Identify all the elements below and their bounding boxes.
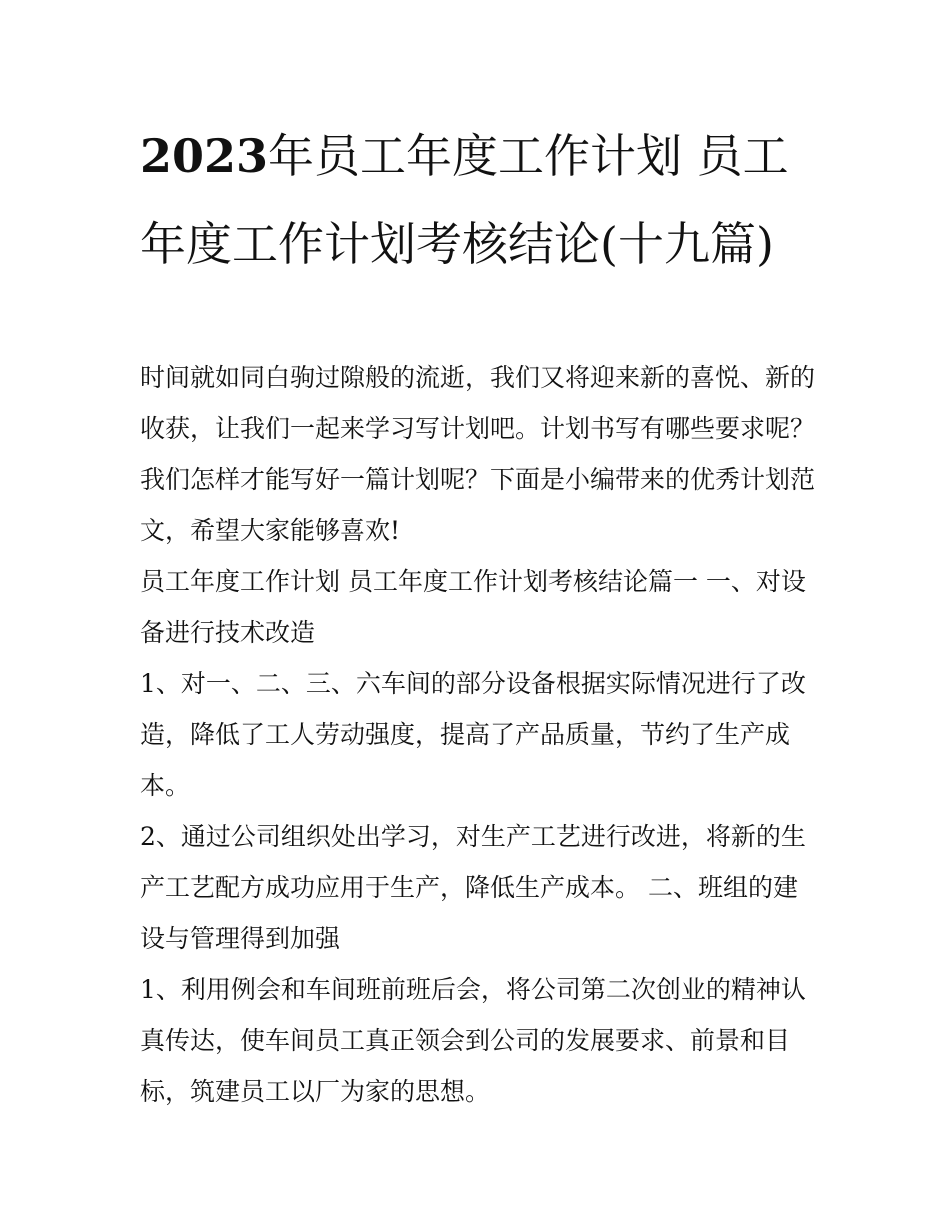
document-body xyxy=(140,352,820,1117)
body-paragraph: 1、利用例会和车间班前班后会，将公司第二次创业的精神认真传达，使车间员工真正领会到公司的发展要求、前景和目标，筑建员工以厂为家的思想。 xyxy=(140,975,806,1106)
body-paragraph: 2、通过公司组织处出学习，对生产工艺进行改进，将新的生产工艺配方成功应用于生产，降低生产成本。 二、班组的建设与管理得到加强 xyxy=(140,822,806,953)
title-year: 2023 xyxy=(140,129,269,183)
title-text: 年员工年度工作计划 员工年度工作计划考核结论(十九篇) xyxy=(140,129,789,271)
intro-paragraph: 时间就如同白驹过隙般的流逝，我们又将迎来新的喜悦、新的收获，让我们一起来学习写计划吧。计划书写有哪些要求呢？我们怎样才能写好一篇计划呢？下面是小编带来的优秀计划范文，希望大家能够喜欢! xyxy=(140,363,816,545)
body-paragraph: 1、对一、二、三、六车间的部分设备根据实际情况进行了改造，降低了工人劳动强度，提高了产品质量，节约了生产成本。 xyxy=(140,669,806,800)
document-title xyxy=(140,112,820,288)
section-heading-paragraph: 员工年度工作计划 员工年度工作计划考核结论篇一 一、对设备进行技术改造 xyxy=(140,567,806,647)
